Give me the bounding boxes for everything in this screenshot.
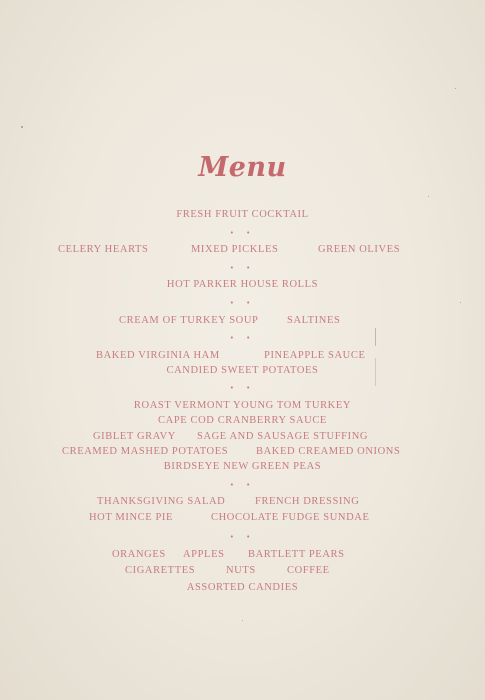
menu-item: BARTLETT PEARS (248, 549, 345, 560)
section-separator: • • (229, 384, 256, 392)
menu-item: GREEN OLIVES (318, 244, 401, 255)
paper-speck (21, 126, 23, 128)
menu-item: CANDIED SWEET POTATOES (166, 365, 319, 376)
menu-item: ROAST VERMONT YOUNG TOM TURKEY (133, 400, 352, 411)
paper-speck (428, 196, 429, 197)
menu-item: THANKSGIVING SALAD (97, 496, 226, 507)
menu-title: Menu (198, 152, 287, 183)
menu-item: CELERY HEARTS (58, 244, 149, 255)
menu-item: MIXED PICKLES (191, 244, 279, 255)
menu-item: PINEAPPLE SAUCE (264, 350, 366, 361)
section-separator: • • (229, 481, 256, 489)
section-separator: • • (229, 533, 256, 541)
menu-item: SALTINES (287, 315, 341, 326)
menu-item: HOT PARKER HOUSE ROLLS (166, 279, 319, 290)
paper-speck (455, 88, 456, 89)
menu-item: ORANGES (112, 549, 166, 560)
menu-item: FRESH FRUIT COCKTAIL (176, 209, 309, 220)
menu-item: CREAM OF TURKEY SOUP (119, 315, 259, 326)
menu-item: BAKED CREAMED ONIONS (256, 446, 401, 457)
menu-item: BAKED VIRGINIA HAM (96, 350, 220, 361)
menu-item: HOT MINCE PIE (89, 512, 174, 523)
menu-item: NUTS (226, 565, 256, 576)
section-separator: • • (229, 299, 256, 307)
menu-item: BIRDSEYE NEW GREEN PEAS (163, 461, 322, 472)
menu-item: CHOCOLATE FUDGE SUNDAE (211, 512, 370, 523)
menu-item: COFFEE (287, 565, 330, 576)
menu-item: ASSORTED CANDIES (186, 582, 299, 593)
menu-item: FRENCH DRESSING (255, 496, 360, 507)
section-separator: • • (229, 334, 256, 342)
menu-item: CIGARETTES (125, 565, 196, 576)
paper-speck (242, 620, 243, 621)
menu-item: CREAMED MASHED POTATOES (62, 446, 229, 457)
menu-item: CAPE COD CRANBERRY SAUCE (158, 415, 327, 426)
menu-item: SAGE AND SAUSAGE STUFFING (197, 431, 369, 442)
menu-item: APPLES (183, 549, 225, 560)
menu-item: GIBLET GRAVY (93, 431, 176, 442)
section-separator: • • (229, 229, 256, 237)
section-separator: • • (229, 264, 256, 272)
